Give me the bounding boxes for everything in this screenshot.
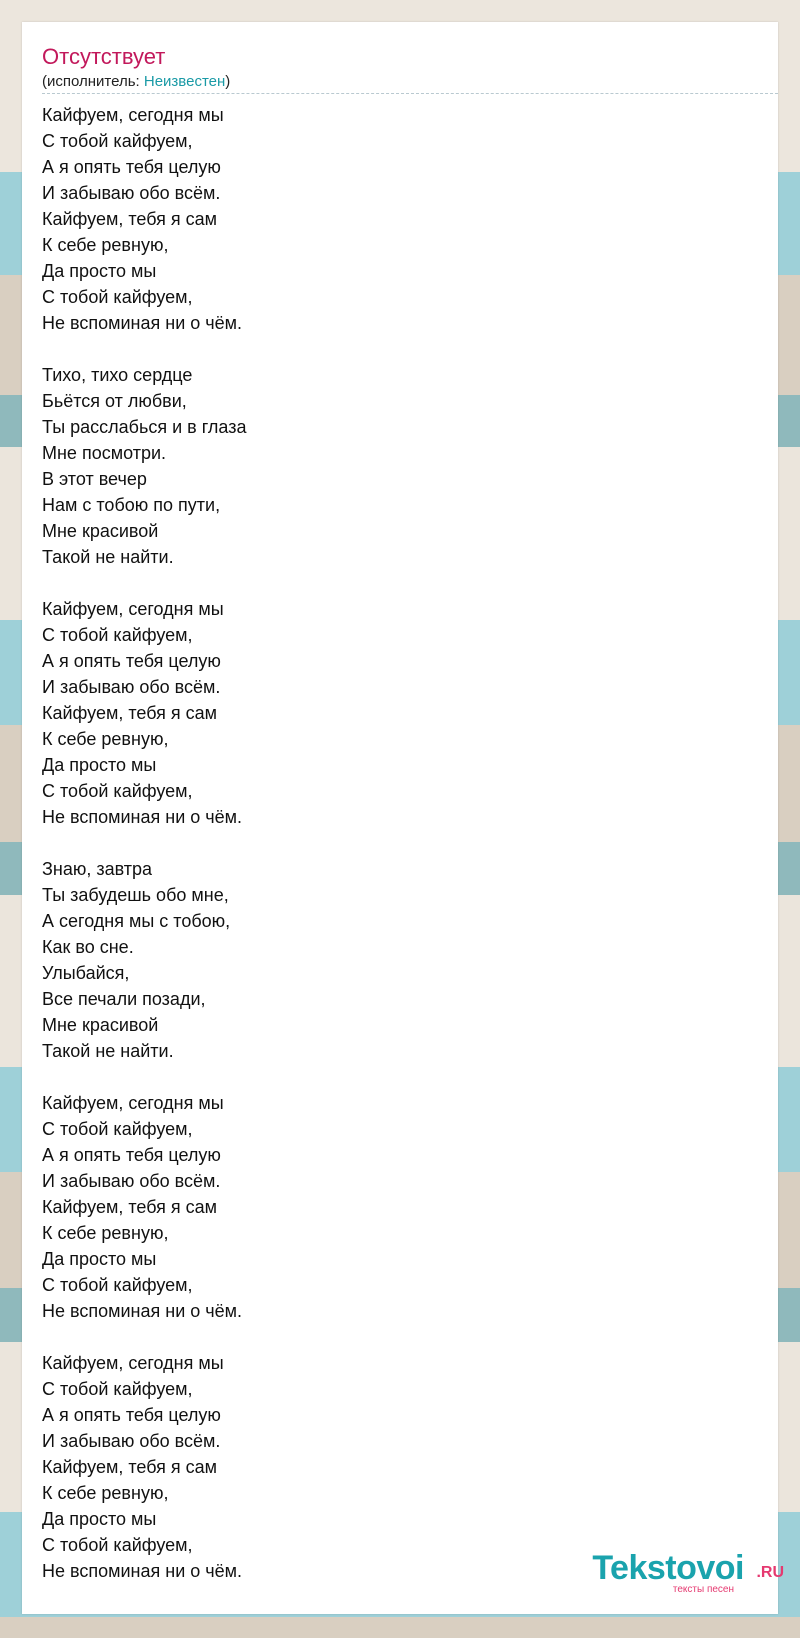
stanza [42,362,742,570]
lyric-line: Кайфуем, тебя я сам [42,703,217,723]
artist-prefix: (исполнитель: [42,73,144,90]
lyric-line: С тобой кайфуем, [42,131,193,151]
stanza [42,856,742,1064]
lyric-line: И забываю обо всём. [42,1171,221,1191]
lyric-line: С тобой кайфуем, [42,781,193,801]
lyric-line: Улыбайся, [42,963,130,983]
lyric-line: Не вспоминая ни о чём. [42,1561,243,1581]
lyric-line: Ты расслабься и в глаза [42,417,247,437]
lyric-line: С тобой кайфуем, [42,1379,193,1399]
lyric-line: В этот вечер [42,469,147,489]
lyric-line: Кайфуем, тебя я сам [42,209,217,229]
lyric-line: Ты забудешь обо мне, [42,885,229,905]
artist-suffix: ) [225,73,231,90]
lyric-line: Да просто мы [42,1509,157,1529]
lyric-line: К себе ревную, [42,729,169,749]
artist-line [42,73,230,91]
stanza [42,102,742,336]
lyric-line: Да просто мы [42,1249,157,1269]
lyric-line: Кайфуем, сегодня мы [42,1353,224,1373]
lyric-line: Кайфуем, тебя я сам [42,1197,217,1217]
lyric-line: Кайфуем, сегодня мы [42,105,224,125]
title-divider [42,93,778,94]
lyric-line: Такой не найти. [42,547,174,567]
lyric-line: Все печали позади, [42,989,206,1009]
stanza [42,596,742,830]
lyric-line: Не вспоминая ни о чём. [42,1301,243,1321]
lyric-line: Не вспоминая ни о чём. [42,313,243,333]
lyric-line: Мне красивой [42,1015,159,1035]
logo-tagline: тексты песен [672,1584,734,1595]
lyric-line: Да просто мы [42,755,157,775]
stanza [42,1090,742,1324]
lyric-line: Да просто мы [42,261,157,281]
lyric-line: И забываю обо всём. [42,677,221,697]
logo-wordmark: Tekstovoi [592,1549,744,1587]
lyric-line: Кайфуем, тебя я сам [42,1457,217,1477]
lyric-line: С тобой кайфуем, [42,1275,193,1295]
lyric-line: Тихо, тихо сердце [42,365,193,385]
lyric-line: И забываю обо всём. [42,183,221,203]
lyric-line: А сегодня мы с тобою, [42,911,231,931]
lyric-line: Нам с тобою по пути, [42,495,221,515]
lyric-line: Мне красивой [42,521,159,541]
lyric-line: С тобой кайфуем, [42,287,193,307]
lyric-line: А я опять тебя целую [42,1145,221,1165]
song-title: Отсутствует [42,44,166,69]
lyric-line: Как во сне. [42,937,134,957]
lyric-line: С тобой кайфуем, [42,1119,193,1139]
lyric-line: К себе ревную, [42,1483,169,1503]
logo-domain-suffix: .RU [756,1564,784,1581]
lyric-line: Кайфуем, сегодня мы [42,1093,224,1113]
lyric-line: Мне посмотри. [42,443,167,463]
lyric-line: С тобой кайфуем, [42,1535,193,1555]
lyric-line: Знаю, завтра [42,859,153,879]
lyric-line: И забываю обо всём. [42,1431,221,1451]
lyric-line: Кайфуем, сегодня мы [42,599,224,619]
lyric-line: А я опять тебя целую [42,1405,221,1425]
lyric-line: К себе ревную, [42,1223,169,1243]
lyric-line: Такой не найти. [42,1041,174,1061]
site-logo[interactable] [574,1549,784,1595]
lyric-line: К себе ревную, [42,235,169,255]
lyrics-card [22,22,778,1614]
lyric-line: Бьётся от любви, [42,391,187,411]
lyrics-text [42,102,742,1610]
artist-link[interactable]: Неизвестен [143,73,226,90]
lyric-line: А я опять тебя целую [42,157,221,177]
lyric-line: Не вспоминая ни о чём. [42,807,243,827]
lyric-line: А я опять тебя целую [42,651,221,671]
lyric-line: С тобой кайфуем, [42,625,193,645]
